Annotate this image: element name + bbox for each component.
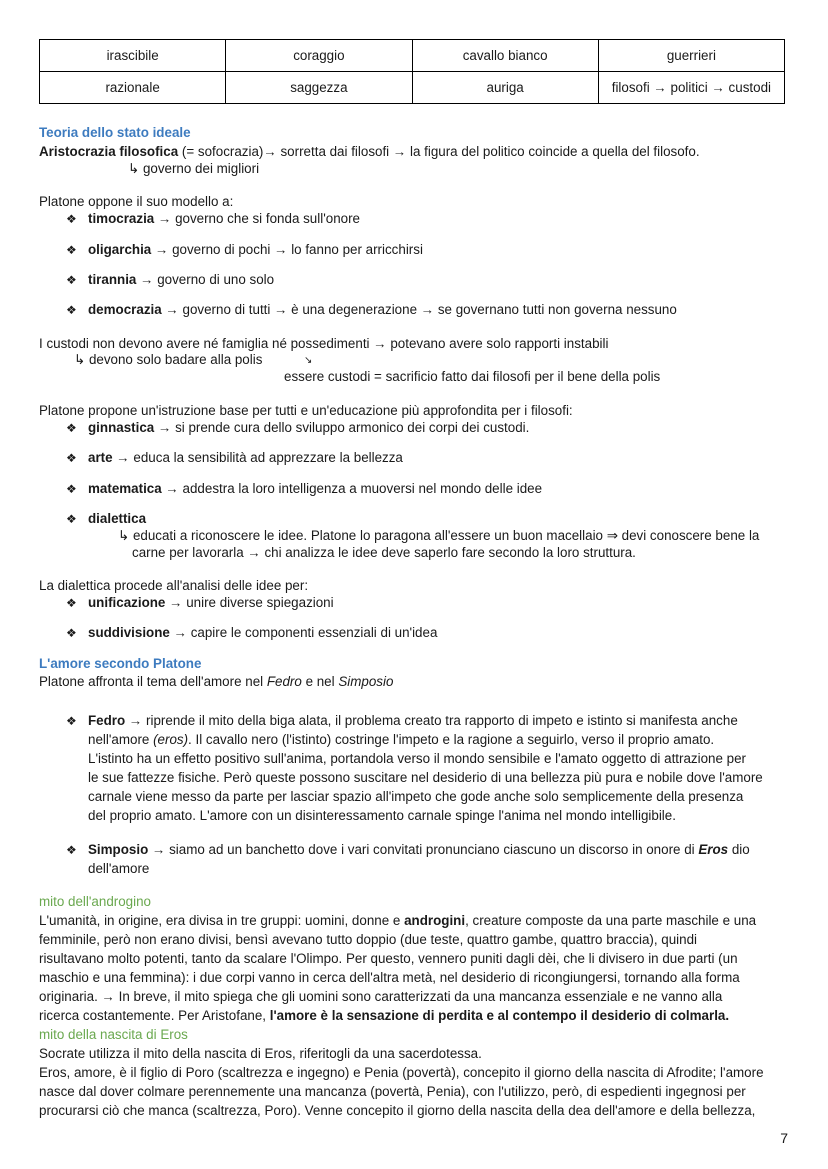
fedro-line: del proprio amato. L'amore con un disinteressamento carnale spinge l'anima nel mondo intelligibile. bbox=[88, 808, 676, 823]
comparison-table bbox=[39, 39, 785, 104]
androgino-line: maschio e una femmina): i due corpi vanno in cerca dell'altra metà, nel desiderio di ricongiungersi, tornando alla forma bbox=[39, 970, 740, 985]
androgino-line bbox=[39, 913, 756, 929]
list-desc: → unire diverse spiegazioni bbox=[165, 595, 334, 610]
table-cell: coraggio bbox=[226, 40, 412, 72]
androgino-line: risultavano molto potenti, tanto da scalare l'Olimpo. Per questo, vennero puniti dagli dèi, che li divisero in due parti (un bbox=[39, 951, 738, 966]
bullet-icon: ❖ bbox=[66, 303, 77, 317]
dialettica-sub-1: ↳ educati a riconoscere le idee. Platone lo paragona all'essere un buon macellaio ⇒ devi conoscere bene la bbox=[118, 528, 760, 543]
simposio-line: dell'amore bbox=[88, 861, 150, 876]
list-term: Fedro bbox=[88, 713, 126, 728]
bullet-icon: ❖ bbox=[66, 596, 77, 610]
aristocrazia-line bbox=[39, 144, 700, 160]
list-desc: → capire le componenti essenziali di un'idea bbox=[169, 625, 438, 640]
list-item bbox=[66, 625, 437, 641]
fedro-eros: (eros) bbox=[153, 732, 189, 747]
custodi-definition: essere custodi = sacrificio fatto dai filosofi per il bene della polis bbox=[284, 369, 661, 384]
list-term: matematica bbox=[88, 481, 162, 496]
androgino-text: , creature composte da una parte maschile e una bbox=[465, 913, 757, 928]
list-term: suddivisione bbox=[88, 625, 170, 640]
bullet-icon: ❖ bbox=[66, 714, 77, 728]
list-term: dialettica bbox=[88, 511, 147, 526]
list-term: democrazia bbox=[88, 302, 162, 317]
bullet-icon: ❖ bbox=[66, 273, 77, 287]
eros-line: procurarsi ciò che manca (scaltrezza, Poro). Venne concepito il giorno della nascita della dea dell'amore e della bellezza, bbox=[39, 1103, 756, 1118]
eros-line: nasce dal dover colmare perennemente una mancanza (povertà, Penia), con l'utilizzo, però, di espedienti ingegnosi per bbox=[39, 1084, 746, 1099]
fedro-line: le sue fattezze fisiche. Però queste possono suscitare nel desiderio di una bellezza più pura e nobile dove l'amore bbox=[88, 770, 763, 785]
androgino-line bbox=[39, 1008, 729, 1024]
eros-line: Eros, amore, è il figlio di Poro (scaltrezza e ingegno) e Penia (povertà), concepito il giorno della nascita di Afrodite; l'amore bbox=[39, 1065, 764, 1080]
list-desc: → governo di tutti → è una degenerazione → se governano tutti non governa nessuno bbox=[161, 302, 677, 317]
list-desc: → si prende cura dello sviluppo armonico dei corpi dei custodi. bbox=[154, 420, 530, 435]
androgino-text: L'umanità, in origine, era divisa in tre gruppi: uomini, donne e bbox=[39, 913, 405, 928]
list-desc: → educa la sensibilità ad apprezzare la bellezza bbox=[112, 450, 403, 465]
oppone-intro: Platone oppone il suo modello a: bbox=[39, 194, 234, 209]
list-desc: → addestra la loro intelligenza a muoversi nel mondo delle idee bbox=[161, 481, 543, 496]
list-item-simposio bbox=[66, 842, 750, 858]
custodi-line: I custodi non devono avere né famiglia né possedimenti → potevano avere solo rapporti instabili bbox=[39, 336, 609, 351]
table-cell: auriga bbox=[412, 72, 598, 104]
eros-line: Socrate utilizza il mito della nascita di Eros, riferitogli da una sacerdotessa. bbox=[39, 1046, 482, 1061]
list-desc: → governo che si fonda sull'onore bbox=[154, 211, 361, 226]
list-item bbox=[66, 242, 423, 258]
list-desc: dio bbox=[728, 842, 750, 857]
androgino-line: femminile, però non erano divisi, bensì avevano tutto doppio (due teste, quattro gambe, quattro braccia), quindi bbox=[39, 932, 698, 947]
list-desc: → governo di pochi → lo fanno per arricchirsi bbox=[151, 242, 423, 257]
dialettica-sub-2: carne per lavorarla → chi analizza le idee deve saperlo fare secondo la loro struttura. bbox=[132, 545, 636, 560]
table-row bbox=[40, 40, 785, 72]
table-cell: filosofi → politici → custodi bbox=[598, 72, 784, 104]
table-cell: razionale bbox=[40, 72, 226, 104]
table-cell: guerrieri bbox=[598, 40, 784, 72]
androgino-text: ricerca costantemente. Per Aristofane, bbox=[39, 1008, 270, 1023]
aristocrazia-sub: ↳ governo dei migliori bbox=[128, 161, 260, 176]
section-heading-amore: L'amore secondo Platone bbox=[39, 656, 202, 671]
section-heading-stato: Teoria dello stato ideale bbox=[39, 125, 191, 140]
androgino-term: androgini bbox=[404, 913, 466, 928]
list-term: timocrazia bbox=[88, 211, 155, 226]
bullet-icon: ❖ bbox=[66, 451, 77, 465]
list-desc: → siamo ad un banchetto dove i vari convitati pronunciano ciascuno un discorso in onore di bbox=[148, 842, 699, 857]
fedro-line: L'istinto ha un effetto positivo sull'anima, portandola verso il mondo sensibile e l'amato oggetto di attrazione per bbox=[88, 751, 747, 766]
bullet-icon: ❖ bbox=[66, 421, 77, 435]
istruzione-intro: Platone propone un'istruzione base per tutti e un'educazione più approfondita per i filosofi: bbox=[39, 403, 573, 418]
intro-text: e nel bbox=[301, 674, 339, 689]
list-item bbox=[66, 211, 360, 227]
bullet-icon: ❖ bbox=[66, 843, 77, 857]
list-term: ginnastica bbox=[88, 420, 155, 435]
list-term: oligarchia bbox=[88, 242, 152, 257]
table-cell: saggezza bbox=[226, 72, 412, 104]
list-desc: → riprende il mito della biga alata, il problema creato tra rapporto di impeto e istinto si manifesta anche bbox=[125, 713, 738, 728]
fedro-text: nell'amore bbox=[88, 732, 154, 747]
bullet-icon: ❖ bbox=[66, 212, 77, 226]
table-cell: cavallo bianco bbox=[412, 40, 598, 72]
androgino-line: originaria. → In breve, il mito spiega che gli uomini sono caratterizzati da una mancanza essenziale e ne vanno alla bbox=[39, 989, 723, 1004]
custodi-arrow-icon: ↘ bbox=[304, 355, 313, 366]
list-desc: → governo di uno solo bbox=[136, 272, 275, 287]
list-term: unificazione bbox=[88, 595, 166, 610]
table-row bbox=[40, 72, 785, 104]
intro-fedro: Fedro bbox=[266, 674, 302, 689]
list-item bbox=[66, 302, 677, 318]
amore-intro bbox=[39, 674, 393, 690]
intro-simposio: Simposio bbox=[338, 674, 394, 689]
custodi-sub: ↳ devono solo badare alla polis bbox=[74, 352, 263, 367]
page-number: 7 bbox=[780, 1130, 788, 1146]
aristocrazia-text: (= sofocrazia)→ sorretta dai filosofi → la figura del politico coincide a quella del filosofo. bbox=[178, 144, 700, 159]
list-item bbox=[66, 420, 529, 436]
intro-text: Platone affronta il tema dell'amore nel bbox=[39, 674, 267, 689]
bullet-icon: ❖ bbox=[66, 512, 77, 526]
simposio-eros: Eros bbox=[698, 842, 729, 857]
bullet-icon: ❖ bbox=[66, 482, 77, 496]
list-item bbox=[66, 595, 334, 611]
list-item bbox=[66, 511, 146, 527]
list-item bbox=[66, 272, 274, 288]
subheading-androgino: mito dell'androgino bbox=[39, 894, 151, 909]
table-cell: irascibile bbox=[40, 40, 226, 72]
androgino-conclusion: l'amore è la sensazione di perdita e al contempo il desiderio di colmarla. bbox=[269, 1008, 730, 1023]
list-term: tirannia bbox=[88, 272, 137, 287]
fedro-line: carnale viene messo da parte per lasciar spazio all'impeto che gode anche solo semplicemente della presenza bbox=[88, 789, 744, 804]
bullet-icon: ❖ bbox=[66, 243, 77, 257]
list-item bbox=[66, 481, 542, 497]
list-item bbox=[66, 450, 403, 466]
list-item-fedro bbox=[66, 713, 738, 729]
subheading-eros: mito della nascita di Eros bbox=[39, 1027, 188, 1042]
list-term: Simposio bbox=[88, 842, 149, 857]
fedro-text: . Il cavallo nero (l'istinto) costringe l'impeto e la ragione a seguirlo, verso il proprio amato. bbox=[188, 732, 715, 747]
procede-intro: La dialettica procede all'analisi delle idee per: bbox=[39, 578, 309, 593]
list-term: arte bbox=[88, 450, 113, 465]
bullet-icon: ❖ bbox=[66, 626, 77, 640]
fedro-line bbox=[88, 732, 714, 748]
aristocrazia-term: Aristocrazia filosofica bbox=[39, 144, 179, 159]
